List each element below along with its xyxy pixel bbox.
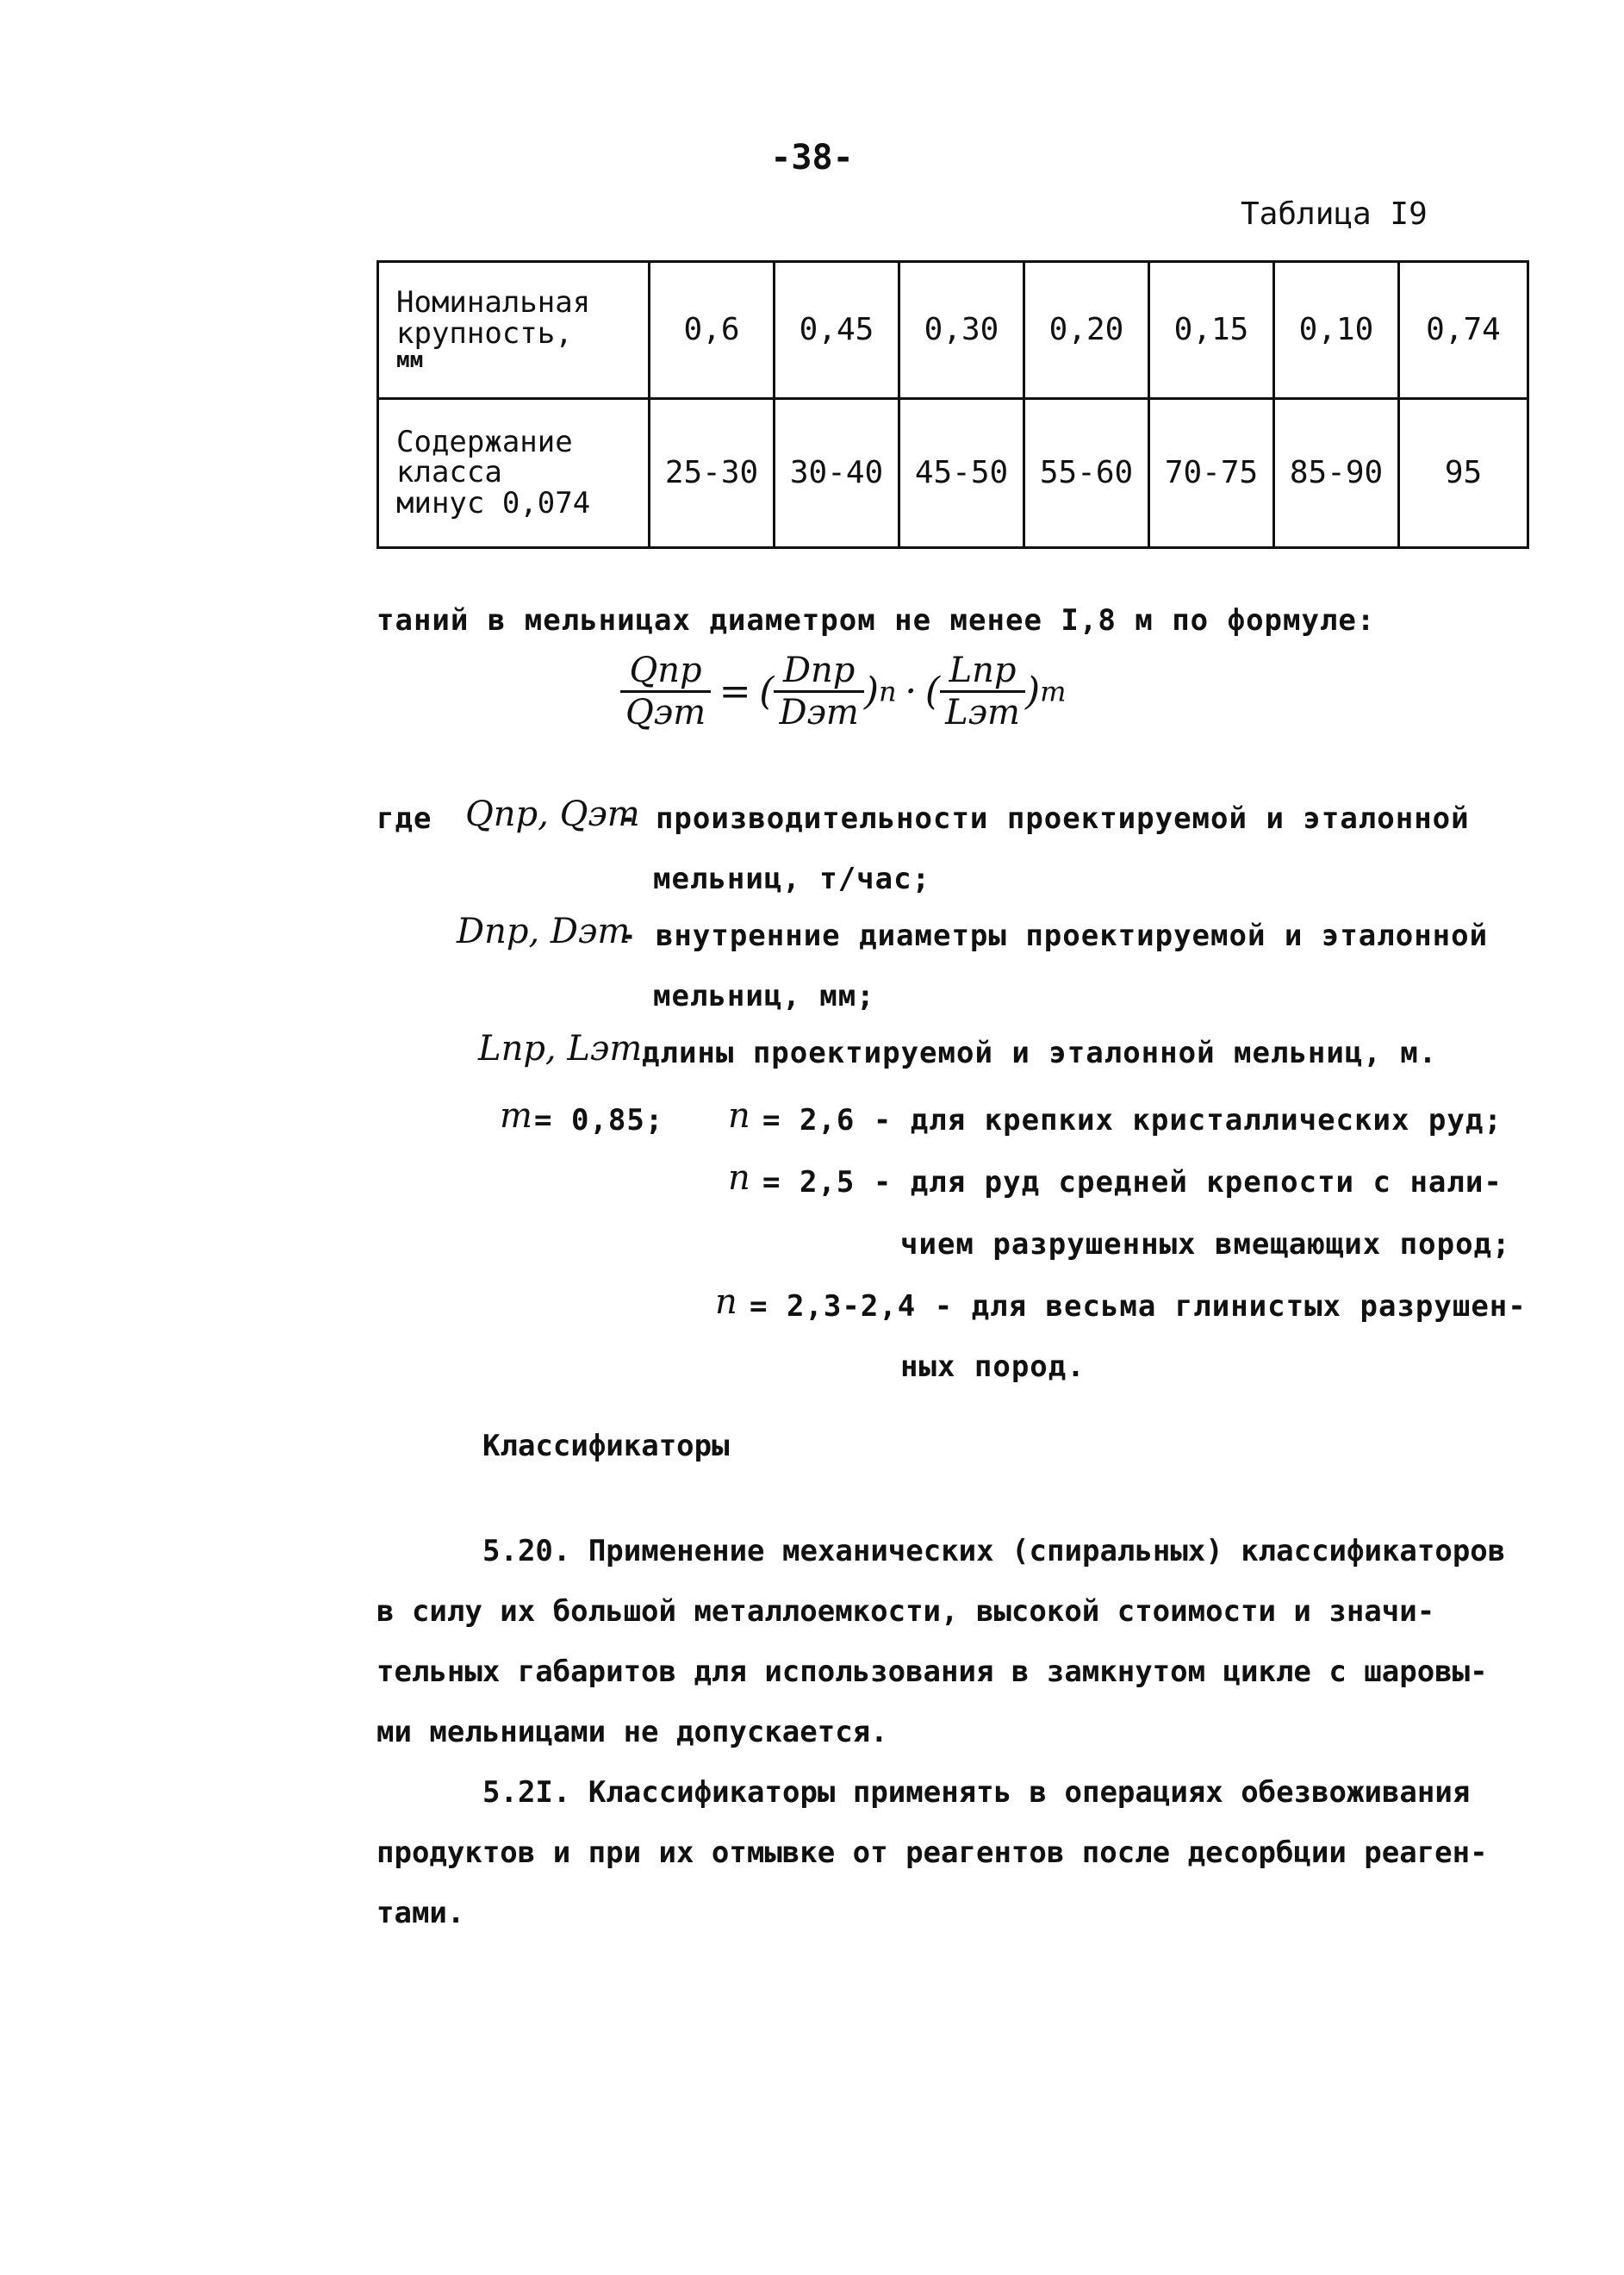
d-symbols: Dпр, Dэт <box>457 912 631 951</box>
paragraph-line: тельных габаритов для использования в замкнутом цикле с шаровы- <box>376 1655 1488 1689</box>
n2-description: = 2,5 - для руд средней крепости с нали- <box>762 1165 1503 1200</box>
row-header-line: мм <box>396 347 424 374</box>
data-table <box>376 260 1529 549</box>
formula-paren-close: ) <box>863 670 880 714</box>
table-cell: 95 <box>1399 399 1528 548</box>
table-row <box>378 399 1528 548</box>
table-cell: 0,45 <box>775 262 899 399</box>
row-header-line: минус 0,074 <box>396 486 591 521</box>
n2-symbol: n <box>728 1158 750 1198</box>
page-number: -38- <box>770 138 854 178</box>
n3-description-cont: ных пород. <box>900 1349 1086 1384</box>
formula-paren-open: ( <box>759 670 775 714</box>
q-symbols: Qпр, Qэт <box>465 795 640 834</box>
table-cell: 0,74 <box>1399 262 1528 399</box>
table-cell: 0,30 <box>899 262 1024 399</box>
table-cell: 55-60 <box>1024 399 1149 548</box>
formula-lhs-den: Qэт <box>625 693 706 732</box>
paragraph-line: тами. <box>376 1896 465 1930</box>
n3-symbol: n <box>715 1282 737 1322</box>
table-cell: 25-30 <box>650 399 775 548</box>
q-description: - производительности проектируемой и эталонной <box>619 801 1470 836</box>
formula-d-num: Dпр <box>774 651 863 693</box>
paragraph-line: продуктов и при их отмывке от реагентов после десорбции реаген- <box>376 1836 1488 1870</box>
paragraph-line: ми мельницами не допускается. <box>376 1715 888 1749</box>
d-description-cont: мельниц, мм; <box>653 979 875 1013</box>
n1-symbol: n <box>728 1096 750 1136</box>
m-value: = 0,85; <box>534 1103 664 1138</box>
n3-description: = 2,3-2,4 - для весьма глинистых разрушен- <box>750 1289 1527 1324</box>
table-cell: 45-50 <box>899 399 1024 548</box>
row-header-line: крупность, <box>396 315 573 351</box>
row-header-line: Номинальная <box>396 284 591 320</box>
formula-l-num: Lпр <box>940 651 1025 693</box>
table-cell: 0,10 <box>1274 262 1399 399</box>
row-header-content <box>378 399 650 548</box>
table-cell: 70-75 <box>1149 399 1274 548</box>
formula-exp-m: m <box>1040 675 1067 708</box>
paragraph-line: 5.20. Применение механических (спиральных) классификаторов <box>482 1534 1506 1568</box>
table-cell: 0,20 <box>1024 262 1149 399</box>
n1-description: = 2,6 - для крепких кристаллических руд; <box>762 1103 1503 1138</box>
section-heading: Классификаторы <box>482 1429 730 1463</box>
paragraph-line: 5.2I. Классификаторы применять в операциях обезвоживания <box>482 1775 1471 1810</box>
formula-d-ratio <box>774 651 863 732</box>
q-description-cont: мельниц, т/час; <box>653 862 931 896</box>
intro-line: таний в мельницах диаметром не менее I,8 м по формуле: <box>376 603 1376 638</box>
formula-lhs <box>620 651 711 732</box>
row-header-line: класса <box>396 455 502 490</box>
formula-l-den: Lэт <box>945 693 1020 732</box>
table-caption: Таблица I9 <box>1241 196 1428 232</box>
table-cell: 85-90 <box>1274 399 1399 548</box>
table-row <box>378 262 1528 399</box>
table-cell: 0,15 <box>1149 262 1274 399</box>
m-symbol: m <box>500 1096 532 1136</box>
l-description: длины проектируемой и эталонной мельниц, м. <box>642 1036 1438 1070</box>
formula-dot: · <box>905 670 918 714</box>
where-label: где <box>376 801 432 836</box>
formula-d-den: Dэт <box>779 693 859 732</box>
l-symbols: Lпр, Lэт <box>478 1029 643 1069</box>
table-cell: 0,6 <box>650 262 775 399</box>
formula-l-ratio <box>940 651 1025 732</box>
formula-exp-n: n <box>879 675 897 708</box>
formula <box>620 651 1103 771</box>
n2-description-cont: чием разрушенных вмещающих пород; <box>900 1227 1511 1262</box>
row-header-size <box>378 262 650 399</box>
formula-paren-close: ) <box>1025 670 1041 714</box>
formula-paren-open: ( <box>924 670 941 714</box>
table-cell: 30-40 <box>775 399 899 548</box>
paragraph-line: в силу их большой металлоемкости, высокой стоимости и значи- <box>376 1594 1435 1629</box>
formula-equals: = <box>719 670 751 714</box>
row-header-line: Содержание <box>396 424 573 459</box>
d-description: - внутренние диаметры проектируемой и эталонной <box>619 919 1489 953</box>
formula-lhs-num: Qпр <box>620 651 711 693</box>
